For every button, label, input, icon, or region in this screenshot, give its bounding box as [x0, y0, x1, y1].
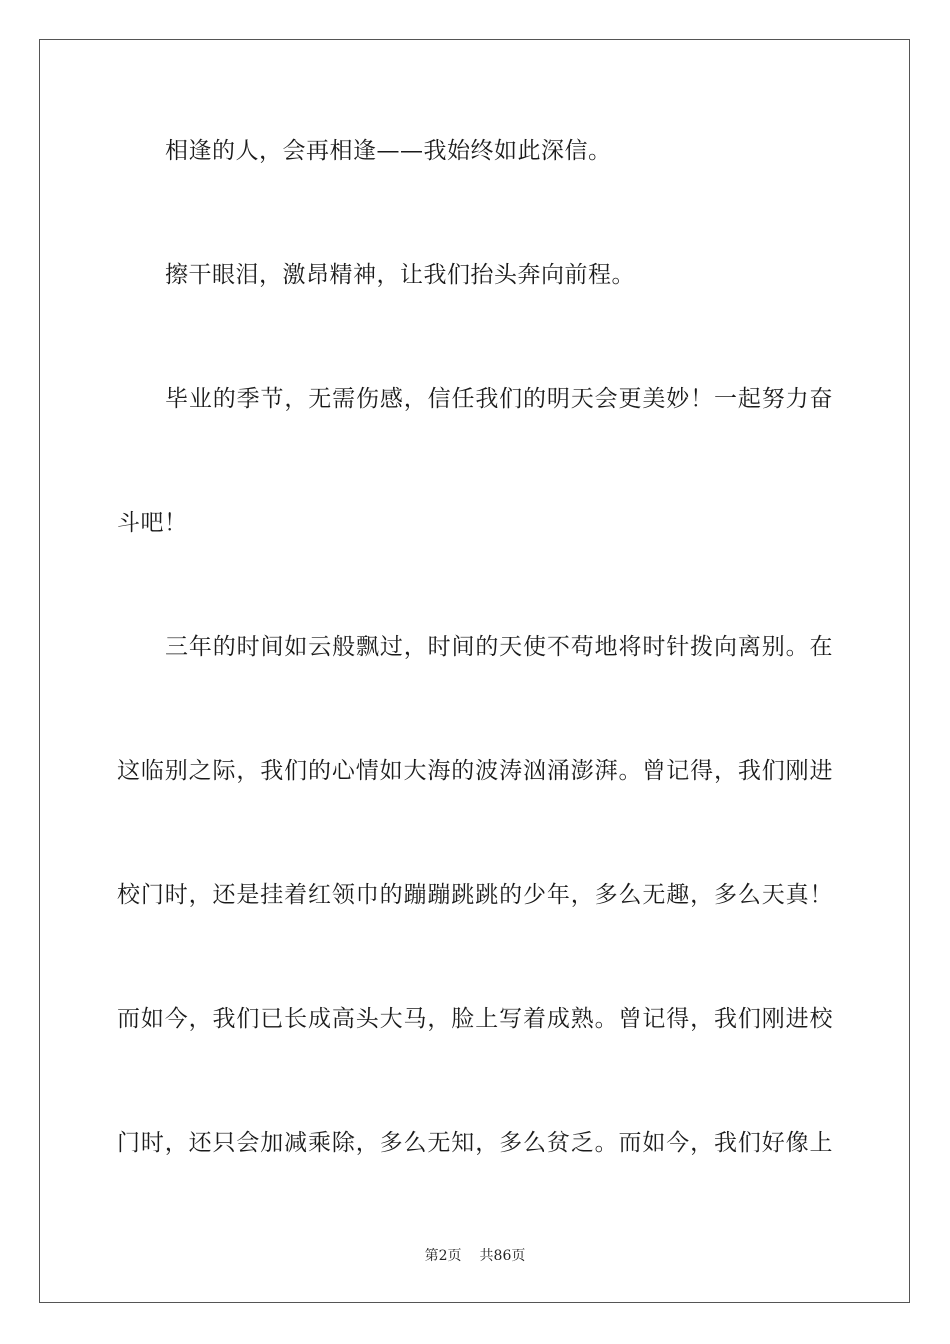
text-line: 三年的时间如云般飘过，时间的天使不苟地将时针拨向离别。在: [165, 634, 833, 660]
text-line: 校门时，还是挂着红领巾的蹦蹦跳跳的少年，多么无趣，多么天真！: [117, 882, 833, 908]
total-pages: 共86页: [479, 1248, 526, 1264]
text-line: 相逢的人，会再相逢——我始终如此深信。: [165, 138, 612, 164]
page-number: 第2页: [424, 1248, 462, 1264]
page-footer: [0, 1247, 950, 1265]
page-border: [39, 39, 910, 1303]
text-line: 而如今，我们已长成高头大马，脸上写着成熟。曾记得，我们刚进校: [117, 1006, 833, 1032]
text-line: 斗吧！: [117, 510, 188, 536]
text-line: 擦干眼泪，激昂精神，让我们抬头奔向前程。: [165, 262, 635, 288]
text-line: 门时，还只会加减乘除，多么无知，多么贫乏。而如今，我们好像上: [117, 1130, 833, 1156]
text-line: 这临别之际，我们的心情如大海的波涛汹涌澎湃。曾记得，我们刚进: [117, 758, 833, 784]
text-line: 毕业的季节，无需伤感，信任我们的明天会更美妙！一起努力奋: [165, 386, 833, 412]
